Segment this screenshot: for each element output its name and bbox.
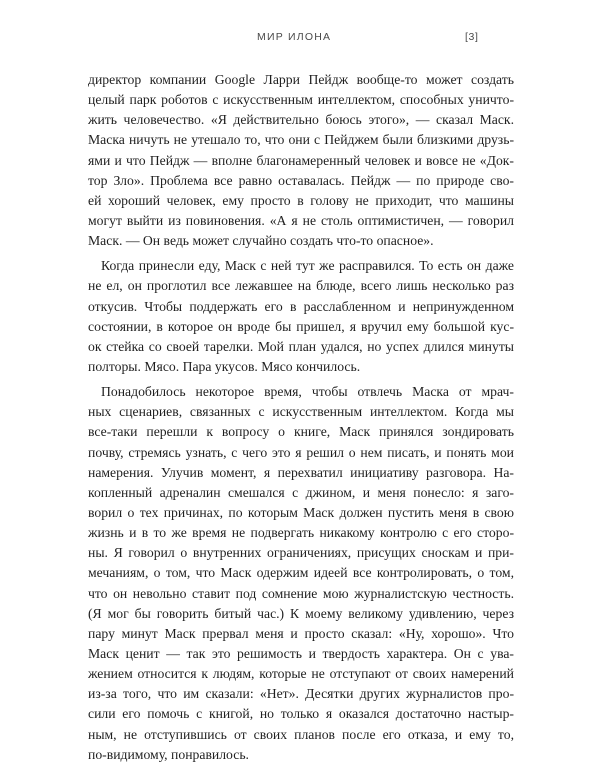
- text-line: по-видимому, понравилось.: [88, 746, 249, 762]
- text-line: могут выйти из повиновения. «А я не столь оптимистичен, — говорил: [88, 212, 514, 228]
- text-line: ей хороший человек, ему просто в голову не приходит, что машины: [88, 192, 514, 208]
- text-line: полторы. Мясо. Пара укусов. Мясо кончилось.: [88, 358, 361, 374]
- text-line: Маска ничуть не утешало то, что они с Пейджем были близкими друзь-: [88, 132, 514, 148]
- text-line: ок стейка со своей тарелки. Мой план удался, но успех длился минуты: [88, 338, 514, 354]
- paragraph: [88, 256, 514, 377]
- text-line: жить человечество. «Я действительно боюсь этого», — сказал Маск.: [88, 112, 514, 128]
- text-line: целый парк роботов с искусственным интеллектом, способных уничто-: [88, 92, 514, 108]
- text-line: пару минут Маск прервал меня и просто сказал: «Ну, хорошо». Что: [88, 625, 514, 641]
- text-line: откусив. Чтобы поддержать его в расслабленном и непринужденном: [88, 298, 514, 314]
- paragraph: [88, 70, 514, 251]
- text-line: жизнь и в то же время не подвергать никакому контролю с его сторо-: [88, 525, 514, 541]
- text-line: ны. Я говорил о внутренних ограничениях, присущих сноскам и при-: [88, 545, 514, 561]
- text-line: что он невольно ставит под сомнение мою журналистскую честность.: [88, 585, 514, 601]
- text-line: все-таки перешли к вопросу о книге, Маск принялся зондировать: [88, 424, 514, 440]
- running-title: МИР ИЛОНА: [257, 31, 332, 43]
- text-line: ным, не отступившись от своих планов после его отказа, и ему то,: [88, 726, 514, 742]
- text-line: ями и что Пейдж — вполне благонамеренный человек и вовсе не «Док-: [88, 152, 514, 168]
- page-number: [3]: [465, 31, 479, 43]
- text-line: (Я мог бы говорить битый час.) К моему великому удивлению, через: [88, 605, 514, 621]
- text-line: директор компании Google Ларри Пейдж вообще-то может создать: [88, 72, 514, 87]
- text-line: состоянии, в которое он вроде бы пришел, я вручил ему большой кус-: [88, 318, 514, 334]
- text-line: ных сценариев, связанных с искусственным интеллектом. Когда мы: [88, 404, 514, 420]
- text-line: тор Зло». Проблема все равно оставалась. Пейдж — по природе сво-: [88, 172, 514, 188]
- text-line: почву, стремясь узнать, с чего это я решил о нем писать, и понять мои: [88, 444, 514, 460]
- text-line: Когда принесли еду, Маск с ней тут же расправился. То есть он даже: [101, 258, 514, 274]
- text-line: копленный адреналин смешался с джином, и меня понесло: я заго-: [88, 484, 514, 500]
- text-line: Маск. — Он ведь может случайно создать что-то опасное».: [88, 233, 434, 249]
- text-line: ворил о тех причинах, по которым Маск должен пустить меня в свою: [88, 504, 514, 520]
- paragraph: [88, 382, 514, 765]
- text-line: Маск ценит — так это решимость и твердость характера. Он с ува-: [88, 645, 514, 661]
- text-line: жением относится к людям, которые не отступают от своих намерений: [88, 666, 514, 682]
- text-line: Понадобилось некоторое время, чтобы отвлечь Маска от мрач-: [101, 384, 514, 400]
- text-line: не ел, он проглотил все лежавшее на блюде, всего лишь несколько раз: [88, 278, 514, 294]
- text-line: намерения. Улучив момент, я перехватил инициативу разговора. На-: [88, 464, 514, 480]
- text-line: сили его помочь с книгой, но только я оказался достаточно настыр-: [88, 706, 514, 722]
- body-text: [88, 70, 514, 765]
- running-head: [0, 31, 600, 45]
- text-line: мечаниям, о том, что Маск одержим идеей все контролировать, о том,: [88, 565, 514, 581]
- text-line: из-за того, что им сказали: «Нет». Десятки других журналистов про-: [88, 686, 514, 702]
